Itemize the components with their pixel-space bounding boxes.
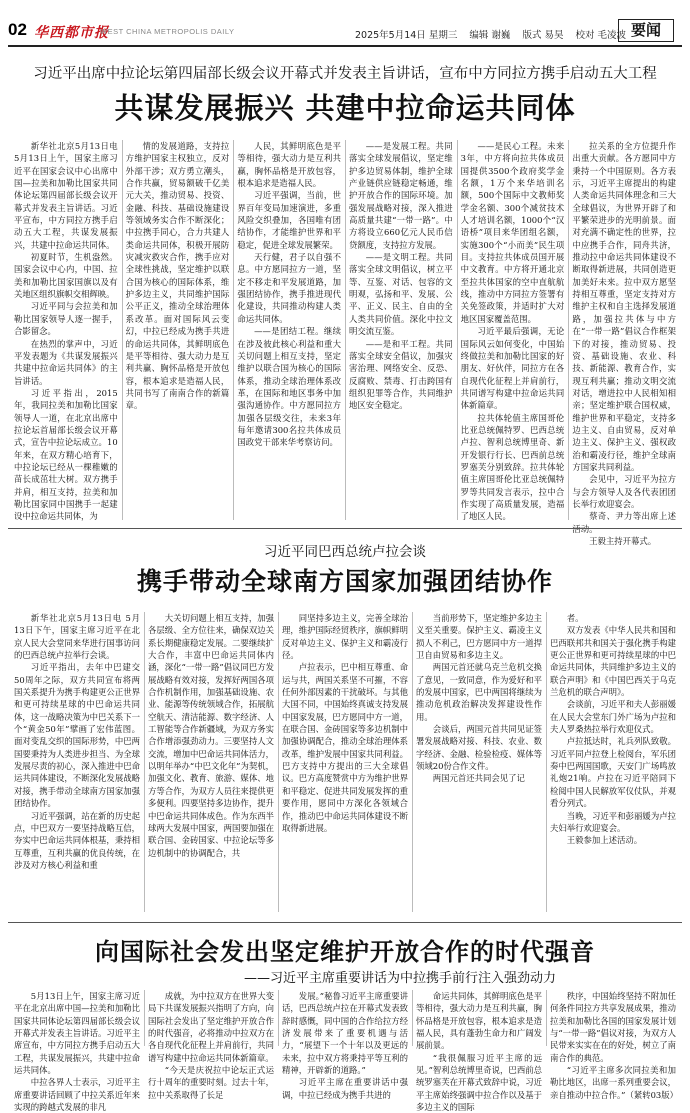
article-paragraph: 命运共同体，其鲜明底色是平等相待，强大动力是互利共赢，胸怀品格是开放包容，根本追求是造福人民，具有蓬勃生命力和广阔发展前景。 [416,991,542,1051]
newspaper-logo-en: WEST CHINA METROPOLIS DAILY [100,27,235,36]
column-rule [457,140,458,520]
article-paragraph: 习近平同与会拉美和加勒比国家领导人逐一握手，合影留念。 [14,301,118,337]
column-rule [546,990,547,1046]
article1-body [14,140,676,546]
article-column [148,612,274,912]
article-paragraph: 当晚，习近平和彭丽媛为卢拉夫妇举行欢迎宴会。 [550,810,676,833]
article-paragraph: ——是团结工程。继续在涉及彼此核心利益和重大关切问题上相互支持，坚定维护以联合国为核心的国际体系，推动全球治理体系改革，在国际和地区事务中加强沟通协作。中方愿同拉方加强各层级交往，未来3年每年邀请300名拉共体成员国政党干部来华考察访问。 [237,326,341,448]
article1-kicker: 习近平出席中拉论坛第四届部长级会议开幕式并发表主旨讲话，宣布中方同拉方携手启动五大工程 [33,66,657,82]
page-number: 02 [8,20,27,39]
article-paragraph: 两国元首还就乌克兰危机交换了意见，一致同意，作为爱好和平的发展中国家，巴中两国将继续为推动危机政治解决发挥建设性作用。 [416,662,542,722]
column-rule [122,140,123,520]
column-rule [233,140,234,520]
article-column [14,140,118,520]
article-paragraph: 当前形势下，坚定维护多边主义至关重要。保护主义、霸凌主义损人不利己，巴方愿同中方一道捍卫自由贸易和多边主义。 [416,613,542,661]
article-paragraph: 天行健，君子以自强不息。中方愿同拉方一道，坚定不移走和平发展道路，加强团结协作，携手推进现代化建设，共同推动构建人类命运共同体。 [237,252,341,324]
proofreader-credit: 校对 毛凌波 [575,30,627,41]
article-paragraph: 双方发表《中华人民共和国和巴西联邦共和国关于强化携手构建更公正世界和更可持续星球的中巴命运共同体，共同维护多边主义的联合声明》和《中国巴西关于乌克兰危机的联合声明》。 [550,625,676,698]
article-column [282,612,408,912]
article-column [148,990,274,1100]
designer-credit: 版式 易昊 [522,30,564,41]
editor-credit: 编辑 谢巍 [469,30,511,41]
article-paragraph: ——是民心工程。未来3年，中方将向拉共体成员国提供3500个政府奖学金名额，1万个来华培训名额，500个国际中文教师奖学金名额、300个减贫技术人才培训名额，1000个“汉语桥”项目来华团组名额，实施300个“小而美”民生项目。支持拉共体成员国开展中文教育。中方将开通北京至拉共体国家的空中直航航线，推动中方同拉方签署有关免签政策，并适时扩大对地区国家覆盖范围。 [460,141,565,324]
article-column [550,612,676,912]
article-paragraph: 情的发展道路，支持拉方维护国家主权独立，反对外部干涉；双方勇立潮头，合作共赢，贸易额破千亿美元大关，推动贸易、投资、金融、科技、基础设施建设等领域务实合作不断深化；中拉携手同心，合力共建人类命运共同体，积极开展防灾减灾救灾合作，携手应对全球性挑战，坚定维护以联合国为核心的国际体系，维护多边主义，共同维护国际公平正义，推动全球治理体系改革。面对国际风云变幻，中拉已经成为携手共进的命运共同体，其鲜明底色是平等相待、强大动力是互利共赢、胸怀品格是开放包容，根本追求是造福人民，共同书写了南南合作的新篇章。 [125,141,230,411]
article-paragraph: 习近平强调，当前，世界百年变局加速演进，多重风险交织叠加，各国唯有团结协作，才能维护世界和平稳定，促进全球发展繁荣。 [237,190,341,250]
issue-meta [355,27,635,41]
article-paragraph: 习近平指出，2015年，我同拉美和加勒比国家领导人一道，在北京出席中拉论坛首届部长级会议开幕式，宣告中拉论坛成立。10年来，在双方精心培育下，中拉论坛已经从一棵稚嫩的苗长成茁壮大树。双方携手并肩，相互支持，拉美和加勒比国家同中国携手一起建设中拉命运共同体，为 [14,387,118,522]
article-paragraph: ——是发展工程。共同落实全球发展倡议，坚定维护多边贸易体制，维护全球产业链供应链稳定畅通，维护开放合作的国际环境。加强发展战略对接，深入推进高质量共建“一带一路”。中方将设立660亿元人民币信贷额度，支持拉方发展。 [349,141,453,250]
article-paragraph: 拉关系的全方位提升作出重大贡献。各方愿同中方秉持一个中国原则。各方表示，习近平主席提出的构建人类命运共同体理念和三大全球倡议，为世界开辟了和平繁荣进步的光明前景。面对充满不确定性的世界，拉中应携手合作，同舟共济，推动拉中命运共同体建设不断取得新进展，共同创造更加美好未来。拉中双方愿坚持相互尊重，坚定支持对方维护主权和自主选择发展道路，加强拉共体与中方在“一带一路”倡议合作框架下的对接，推动贸易、投资、基础设施、农业、科技、新能源、教育合作，实现互利共赢；推动文明交流对话，增进拉中人民相知相亲；坚定维护联合国权威，维护世界和平稳定，支持多边主义、自由贸易，反对单边主义、保护主义、强权政治和霸凌行径，维护全球南方国家共同利益。 [572,141,676,472]
column-rule [144,990,145,1046]
article-paragraph: 秩序，中国始终坚持不附加任何条件同拉方共享发展成果，推动拉美和加勒比各国的国家发展计划与“一带一路”倡议对接，为双方人民带来实实在在的好处，树立了南南合作的典范。 [550,991,676,1063]
article-column [14,990,140,1113]
article-paragraph: 5月13日上午，国家主席习近平在北京出席中国—拉美和加勒比国家共同体论坛第四届部长级会议开幕式并发表主旨讲话。习近平主席宣布，中方同拉方携手启动五大工程，共谋发展振兴，共建中拉命运共同体。 [14,991,140,1076]
column-rule [546,612,547,912]
article-paragraph: “习近平主席多次同拉美和加勒比地区，出席一系列重要会议，亲自推动中拉合作。”（紧转03版） [550,1065,678,1100]
article-column [416,990,542,1113]
column-rule [412,990,413,1046]
masthead [0,0,690,44]
article2-headline: 携手带动全球南方国家加强团结协作 [136,567,553,596]
article-paragraph: ——是文明工程。共同落实全球文明倡议，树立平等、互鉴、对话、包容的文明观，弘扬和平、发展、公平、正义、民主、自由的全人类共同价值。深化中拉文明交流互鉴。 [349,252,453,337]
article2-body [14,612,676,912]
column-rule [345,140,346,520]
article-column [237,140,341,520]
article-column [461,140,565,520]
article-paragraph: 习近平强调，站在新的历史起点，中巴双方一要坚持战略互信，夯实中巴命运共同体根基，秉持相互尊重，互利共赢的优良传统，在涉及对方核心利益和重 [14,810,140,870]
column-rule [278,612,279,912]
article-paragraph: 拉共体轮值主席国哥伦比亚总统佩特罗、巴西总统卢拉、智利总统博里奇、新开发银行行长、巴西前总统罗塞芙分别致辞。拉共体轮值主席国哥伦比亚总统佩特罗等共同发言表示，拉中合作实现了高质量发展，造福了地区人民。 [460,412,565,522]
article3-headline: 向国际社会发出坚定维护开放合作的时代强音 [95,937,595,966]
article-paragraph: 王毅主持开幕式。 [589,536,657,546]
article-divider [8,528,682,529]
article-paragraph: 王毅参加上述活动。 [566,835,643,846]
article-paragraph: 成就，为中拉双方在世界大变局下共谋发展振兴指明了方向，向国际社会发出了坚定维护开放合作的时代强音，必将推动中拉双方在各自现代化征程上并肩前行，共同谱写构建中拉命运共同体新篇章。 [148,991,274,1063]
article-column [349,140,453,520]
article-column [572,140,676,546]
article-paragraph: 习近平最后强调，无论国际风云如何变化，中国始终做拉美和加勒比国家的好朋友、好伙伴，同拉方在各自现代化征程上并肩前行，共同谱写构建中拉命运共同体新篇章。 [460,326,565,411]
article-paragraph: 在热烈的掌声中，习近平发表题为《共谋发展振兴 共建中拉命运共同体》的主旨讲话。 [14,338,118,386]
article-paragraph: 会见中，习近平为拉方与会方领导人及各代表团团长举行欢迎宴会。 [572,474,676,509]
newspaper-logo: 华西都市报 [34,25,109,41]
article-paragraph: ——是和平工程。共同落实全球安全倡议，加强灾害治理、网络安全、反恐、反腐败、禁毒、打击跨国有组织犯罪等合作，共同维护地区安全稳定。 [349,338,453,411]
article-column [14,612,140,912]
article-paragraph: 大关切问题上相互支持，加强各层级、全方位往来，确保双边关系长期健康稳定发展。二要继续扩大合作，丰富中巴命运共同体内涵，深化“一带一路”倡议同巴方发展战略有效对接，发挥好两国各项合作机制作用，加强基础设施、农业、能源等传统领域合作，拓展航空航天、清洁能源、数字经济、人工智能等合作新疆域，为双方务实合作增添强劲动力。三要坚持人文交流，增加中巴命运共同体活力，以明年举办“中巴文化年”为契机，加强文化、教育、旅游、媒体、地方等合作，为双方人员往来提供更多便利。四要坚持多边协作，提升中巴命运共同体成色。作为东西半球两大发展中国家，两国要加强在联合国、金砖国家、中拉论坛等多边机制中的协调配合，共 [148,613,274,858]
article-paragraph: 习近平主席在重要讲话中强调，中拉已经成为携手共进的 [282,1077,408,1100]
article-column [126,140,230,520]
article-paragraph: 会谈后，两国元首共同见证签署发展战略对接、科技、农业、数字经济、金融、检验检疫、媒体等领域20份合作文件。 [416,724,542,772]
article-column [282,990,408,1100]
article-paragraph: 两国元首还共同会见了记 [432,773,525,784]
column-rule [278,990,279,1046]
article-paragraph: 习近平指出，去年中巴建交50周年之际，双方共同宣布将两国关系提升为携手构建更公正世界和更可持续星球的中巴命运共同体，这一战略决策为中巴关系下一个“黄金50年”擘画了宏伟蓝图。面对变乱交织的国际形势，中巴两国要秉持为人类进步担当、为全球发展尽责的初心，深入推进中巴命运共同体建设，不断深化发展战略对接，携手带动全球南方国家加强团结协作。 [14,662,140,809]
article-paragraph: 中拉各界人士表示，习近平主席重要讲话回顾了中拉关系近年来实现的跨越式发展的非凡 [14,1077,140,1113]
article-paragraph: 发展。”秘鲁习近平主席重要讲话，巴西总统卢拉在开幕式发表致辞时感慨，同中国的合作给拉方经济发展带来了重要机遇与活力，“展望下一个十年以及更远的未来，拉中双方将秉持平等互利的精神，开辟新的道路。” [282,991,408,1076]
article-paragraph: 卢拉表示，巴中相互尊重、命运与共，两国关系坚不可摧，不容任何外部因素的干扰破坏。与其他大国不同，中国始终真诚支持发展中国家发展，巴方愿同中方一道，在联合国、金砖国家等多边机制中加强协调配合，推动全球治理体系改革，维护发展中国家共同利益。巴方支持中方提出的三大全球倡议。巴方高度赞赏中方为维护世界和平稳定、促进共同发展发挥的重要作用，愿同中方深化各领域合作，推动巴中命运共同体建设不断取得新进展。 [282,662,408,833]
article-paragraph: “我很佩服习近平主席的远见。”智利总统博里奇说，巴西前总统罗塞芙在开幕式致辞中说，习近平主席始终强调中拉合作以及基于多边主义的国际 [416,1052,542,1113]
article-paragraph: 会谈前，习近平和夫人彭丽媛在人民大会堂东门外广场为卢拉和夫人罗桑热拉举行欢迎仪式。 [550,699,676,735]
article-paragraph: 卢拉抵达时，礼兵列队致敬。习近平同卢拉登上检阅台，军乐团奏中巴两国国歌，天安门广场鸣放礼炮21响。卢拉在习近平陪同下检阅中国人民解放军仪仗队，并观看分列式。 [550,736,676,809]
article-paragraph: “今天是庆祝拉中论坛正式运行十周年的重要时刻。过去十年，拉中关系取得了长足 [148,1065,274,1100]
article-paragraph: 人民，其鲜明底色是平等相待，强大动力是互利共赢，胸怀品格是开放包容，根本追求是造福人民。 [237,141,341,189]
article-paragraph: 新华社北京5月13日电 5月13日上午，国家主席习近平在国家会议中心出席中国—拉美和加勒比国家共同体论坛第四届部长级会议开幕式并发表主旨讲话。习近平宣布，中方同拉方携手启动五大工程，共谋发展振兴，共建中拉命运共同体。 [14,141,118,250]
article3-subhead: ——习近平主席重要讲话为中拉携手前行注入强劲动力 [243,971,556,986]
article-column [416,612,542,912]
section-label: 要闻 [618,19,674,42]
masthead-rule [8,45,682,47]
article2-kicker: 习近平同巴西总统卢拉会谈 [264,544,426,560]
article-paragraph: 同坚持多边主义，完善全球治理，维护国际经贸秩序，旗帜鲜明反对单边主义、保护主义和霸凌行径。 [282,613,408,661]
article-paragraph: 者。 [566,613,584,623]
article3-body [14,990,678,1113]
column-rule [144,612,145,912]
article-paragraph: 初夏时节，生机盎然。国家会议中心内，中国、拉美和加勒比国家国旗以及有关地区组织旗帜交相辉映。 [14,252,118,300]
article-divider [8,922,682,923]
article1-headline: 共谋发展振兴 共建中拉命运共同体 [114,91,576,125]
issue-date: 2025年5月14日 星期三 [355,30,458,41]
article-paragraph: 蔡奇、尹力等出席上述 [589,511,676,522]
column-rule [412,612,413,912]
article-column [550,990,678,1100]
article-paragraph: 新华社北京5月13日电 5月13日下午，国家主席习近平在北京人民大会堂同来华进行国事访问的巴西总统卢拉举行会谈。 [14,613,140,661]
column-rule [568,140,569,520]
